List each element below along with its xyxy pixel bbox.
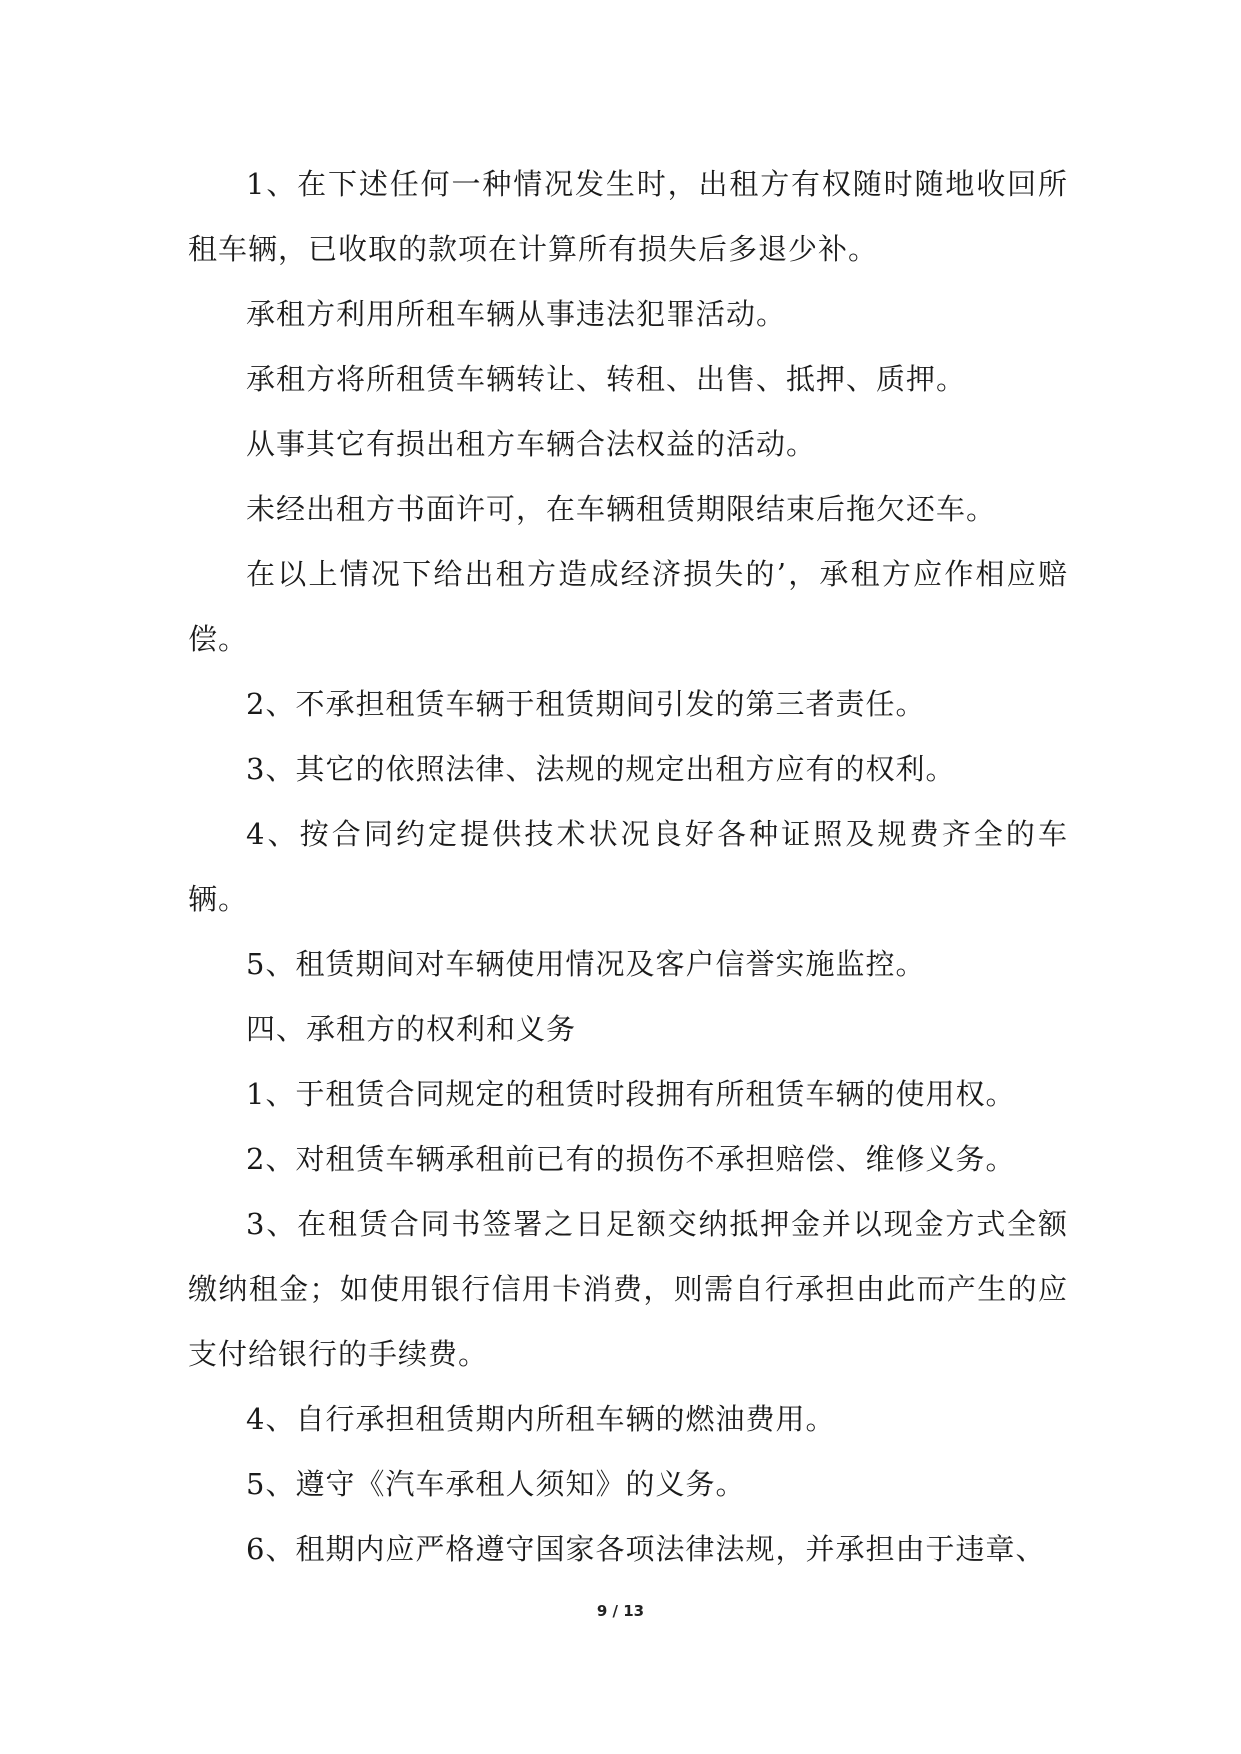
paragraph: 5、遵守《汽车承租人须知》的义务。 xyxy=(246,1467,746,1501)
paragraph: 6、租期内应严格遵守国家各项法律法规，并承担由于违章、 xyxy=(246,1532,1046,1566)
paragraph: 在以上情况下给出租方造成经济损失的’，承租方应作相应赔偿。 xyxy=(188,557,1068,656)
paragraph: 未经出租方书面许可，在车辆租赁期限结束后拖欠还车。 xyxy=(246,492,997,526)
paragraph: 承租方将所租赁车辆转让、转租、出售、抵押、质押。 xyxy=(246,362,967,396)
paragraph: 3、其它的依照法律、法规的规定出租方应有的权利。 xyxy=(246,752,956,786)
paragraph: 1、于租赁合同规定的租赁时段拥有所租赁车辆的使用权。 xyxy=(246,1077,1016,1111)
paragraph: 2、对租赁车辆承租前已有的损伤不承担赔偿、维修义务。 xyxy=(246,1142,1016,1176)
paragraph: 5、租赁期间对车辆使用情况及客户信誉实施监控。 xyxy=(246,947,926,981)
document-body xyxy=(188,152,1068,1582)
paragraph: 4、按合同约定提供技术状况良好各种证照及规费齐全的车辆。 xyxy=(188,817,1068,916)
paragraph: 1、在下述任何一种情况发生时，出租方有权随时随地收回所租车辆，已收取的款项在计算所有损失后多退少补。 xyxy=(188,167,1068,266)
paragraph: 承租方利用所租车辆从事违法犯罪活动。 xyxy=(246,297,787,331)
paragraph: 从事其它有损出租方车辆合法权益的活动。 xyxy=(246,427,817,461)
paragraph: 2、不承担租赁车辆于租赁期间引发的第三者责任。 xyxy=(246,687,926,721)
page-number: 9 / 13 xyxy=(596,1602,645,1620)
section-heading: 四、承租方的权利和义务 xyxy=(246,1012,577,1046)
paragraph: 4、自行承担租赁期内所租车辆的燃油费用。 xyxy=(246,1402,836,1436)
paragraph: 3、在租赁合同书签署之日足额交纳抵押金并以现金方式全额缴纳租金；如使用银行信用卡消费，则需自行承担由此而产生的应支付给银行的手续费。 xyxy=(188,1207,1068,1371)
